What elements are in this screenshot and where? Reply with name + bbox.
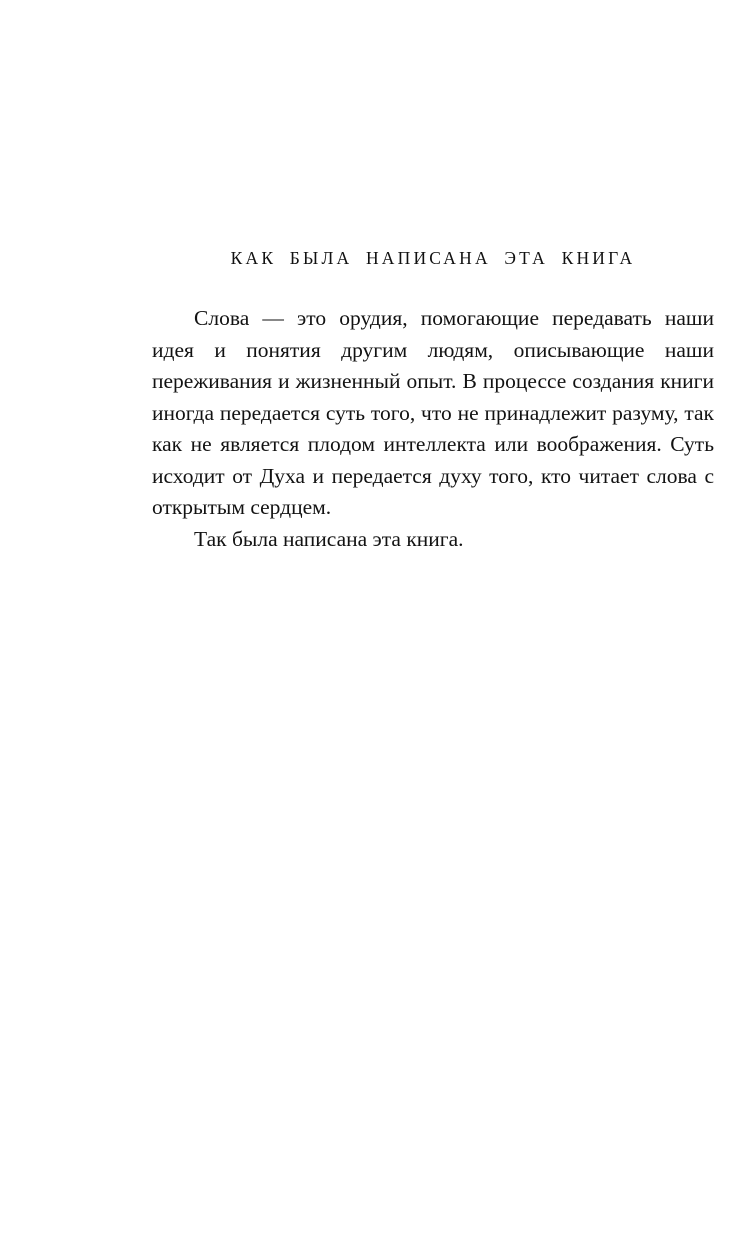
chapter-title: КАК БЫЛА НАПИСАНА ЭТА КНИГА — [230, 248, 636, 268]
paragraph-1: Слова — это орудия, помогающие передавать наши идея и понятия другим людям, описывающие наши переживания и жизненный опыт. В процессе создания книги иногда передается суть того, что не принадлежит разуму, так как не является плодом интеллекта или воображения. Суть исходит от Духа и передается духу того, кто читает слова с открытым сердцем. — [152, 306, 714, 519]
page-content — [152, 248, 714, 555]
paragraph-2: Так была написана эта книга. — [194, 526, 464, 551]
